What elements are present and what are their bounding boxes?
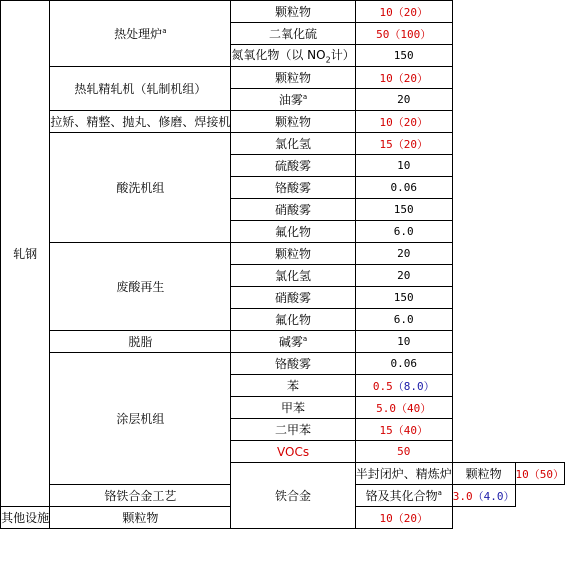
process-cell: 铬铁合金工艺 [50,485,231,507]
limit-cell: 10 [355,155,452,177]
pollutant-cell: 铬及其化合物$^a$ [355,485,452,507]
pollutant-cell: 颗粒物 [452,463,515,485]
limit-cell: 10（20） [355,111,452,133]
pollutant-cell: 苯 [231,375,355,397]
limit-cell: 10（20） [355,1,452,23]
limit-cell: 6.0 [355,309,452,331]
table-row [1,353,565,375]
pollutant-cell: VOCs [231,441,355,463]
footnote-mark: a [302,335,308,343]
limit-cell: 0.06 [355,177,452,199]
pollutant-cell: 氟化物 [231,309,355,331]
limit-cell: 10 [355,331,452,353]
pollutant-cell: 颗粒物 [231,243,355,265]
limit-cell: 50 [355,441,452,463]
process-cell: 半封闭炉、精炼炉 [355,463,452,485]
limit-cell: 10（20） [355,67,452,89]
pollutant-cell: 铬酸雾 [231,177,355,199]
limit-cell: 15（40） [355,419,452,441]
limit-cell: 20 [355,243,452,265]
pollutant-cell: 氯化氢 [231,133,355,155]
process-cell: 热轧精轧机（轧制机组） [50,67,231,111]
table-row [1,1,565,23]
process-cell [50,1,231,67]
limit-cell: 50（100） [355,23,452,45]
pollutant-cell: 氯化氢 [231,265,355,287]
process-cell: 其他设施 [1,507,50,529]
process-label: 热处理炉 [114,27,163,41]
limit-cell: 10（50） [515,463,565,485]
pollutant-cell: 油雾$^a$ [231,89,355,111]
process-cell: 脱脂 [50,331,231,353]
category-cell: 轧钢 [1,1,50,507]
pollutant-cell: 颗粒物 [50,507,231,529]
process-cell: 酸洗机组 [50,133,231,243]
process-cell: 废酸再生 [50,243,231,331]
limit-cell: 150 [355,287,452,309]
limit-cell: 20 [355,89,452,111]
category-cell: 铁合金 [231,463,355,529]
footnote-mark: a [162,27,167,35]
pollutant-cell: 颗粒物 [231,111,355,133]
table-row [1,243,565,265]
pollutant-cell: 铬酸雾 [231,353,355,375]
limit-cell: 150 [355,45,452,67]
limit-cell: 5.0（40） [355,397,452,419]
table-row [1,111,565,133]
pollutant-cell: 颗粒物 [231,1,355,23]
pollutant-cell: 氮氧化物（以 $NO_2$计） [231,45,355,67]
pollutant-cell: 二氧化硫 [231,23,355,45]
limit-cell: 0.5（8.0） [355,375,452,397]
pollutant-cell: 碱雾$^a$ [231,331,355,353]
limit-cell: 15（20） [355,133,452,155]
pollutant-cell: 二甲苯 [231,419,355,441]
table-row [1,67,565,89]
pollutant-cell: 颗粒物 [231,67,355,89]
process-cell: 涂层机组 [50,353,231,485]
limit-cell: 150 [355,199,452,221]
pollutant-cell: 硝酸雾 [231,199,355,221]
limit-cell: 0.06 [355,353,452,375]
limit-cell: 20 [355,265,452,287]
process-cell: 拉矫、精整、抛丸、修磨、焊接机 [50,111,231,133]
table-row [1,331,565,353]
limit-cell: 3.0（4.0） [452,485,515,507]
pollutant-cell: 硫酸雾 [231,155,355,177]
pollutant-cell: 氟化物 [231,221,355,243]
pollutant-cell: 甲苯 [231,397,355,419]
pollutant-cell: 硝酸雾 [231,287,355,309]
table-row [1,133,565,155]
footnote-mark: a [302,93,308,101]
footnote-mark: a [437,489,442,497]
limit-cell: 10（20） [355,507,452,529]
limit-cell: 6.0 [355,221,452,243]
